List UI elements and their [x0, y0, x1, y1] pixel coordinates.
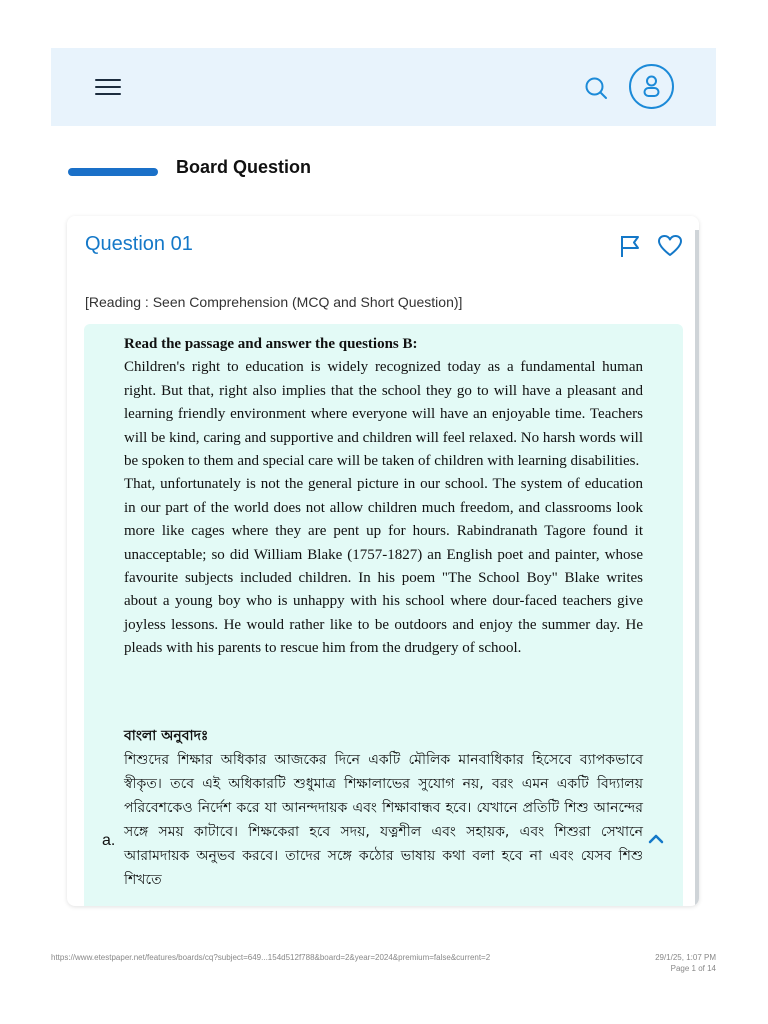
passage-box: [84, 324, 683, 906]
translation-heading: বাংলা অনুবাদঃ: [124, 728, 209, 744]
bangla-translation: [124, 724, 643, 892]
footer-datetime: 29/1/25, 1:07 PM: [655, 953, 716, 962]
translation-text: শিশুদের শিক্ষার অধিকার আজকের দিনে একটি মৌলিক মানবাধিকার হিসেবে ব্যাপকভাবে স্বীকৃত। তবে এই অধিকারটি শুধুমাত্র শিক্ষালাভের সুযোগ নয়, বরং এমন একটি বিদ্যালয় পরিবেশকেও নির্দেশ করে যা আনন্দদায়ক এবং শিক্ষাবান্ধব হবে। যেখানে প্রতিটি শিশু আনন্দের সঙ্গে সময় কাটাবে। শিক্ষকেরা হবে সদয়, যত্নশীল এবং সহায়ক, এবং শিশুরা সেখানে আরামদায়ক অনুভব করবে। তাদের সঙ্গে কঠোর ভাষায় কথা বলা হবে না এবং যেসব শিশু শিখতে: [124, 752, 643, 888]
profile-button[interactable]: [629, 64, 674, 109]
search-icon[interactable]: [584, 76, 608, 100]
footer-page-number: Page 1 of 14: [670, 964, 716, 973]
hamburger-menu-icon[interactable]: [95, 77, 121, 97]
passage-paragraph: That, unfortunately is not the general picture in our school. The system of education in our part of the world does not allow children much freedom, and classrooms look more like cages where they are pent up for hours. Rabindranath Tagore found it unacceptable; so did William Blake (1757-1827) an English poet and painter, whose favourite subjects included children. In his poem "The School Boy" Blake writes about a young boy who is unhappy with his school where dour-faced teachers give joyless lessons. He would rather like to be outdoors and enjoy the summer day. He pleads with his parents to rescue him from the drudgery of school.: [124, 476, 643, 657]
passage-text: [124, 333, 643, 661]
footer-url: https://www.etestpaper.net/features/boards/cq?subject=649...154d512f788&board=2&year=2024&premium=false&current=2: [51, 953, 491, 962]
passage-paragraph: Children's right to education is widely recognized today as a fundamental human right. But that, right also implies that the school they go to will have a pleasant and learning friendly environment where everyone will have an enjoyable time. Teachers will be kind, caring and supportive and children will feel relaxed. No harsh words will be spoken to them and special care will be taken of children with learning disabilities.: [124, 359, 643, 470]
chevron-up-icon[interactable]: [648, 832, 664, 844]
question-card: [67, 216, 699, 906]
passage-heading: Read the passage and answer the questions B:: [124, 336, 418, 352]
flag-icon[interactable]: [619, 234, 641, 258]
section-title: Board Question: [176, 157, 312, 177]
top-navigation-bar: [51, 48, 716, 126]
heart-icon[interactable]: [657, 234, 683, 258]
user-icon: [631, 66, 672, 107]
question-topic: [Reading : Seen Comprehension (MCQ and Short Question)]: [85, 294, 463, 310]
question-title: Question 01: [85, 233, 193, 255]
item-label: a.: [102, 832, 116, 849]
section-accent-bar: [68, 168, 158, 176]
